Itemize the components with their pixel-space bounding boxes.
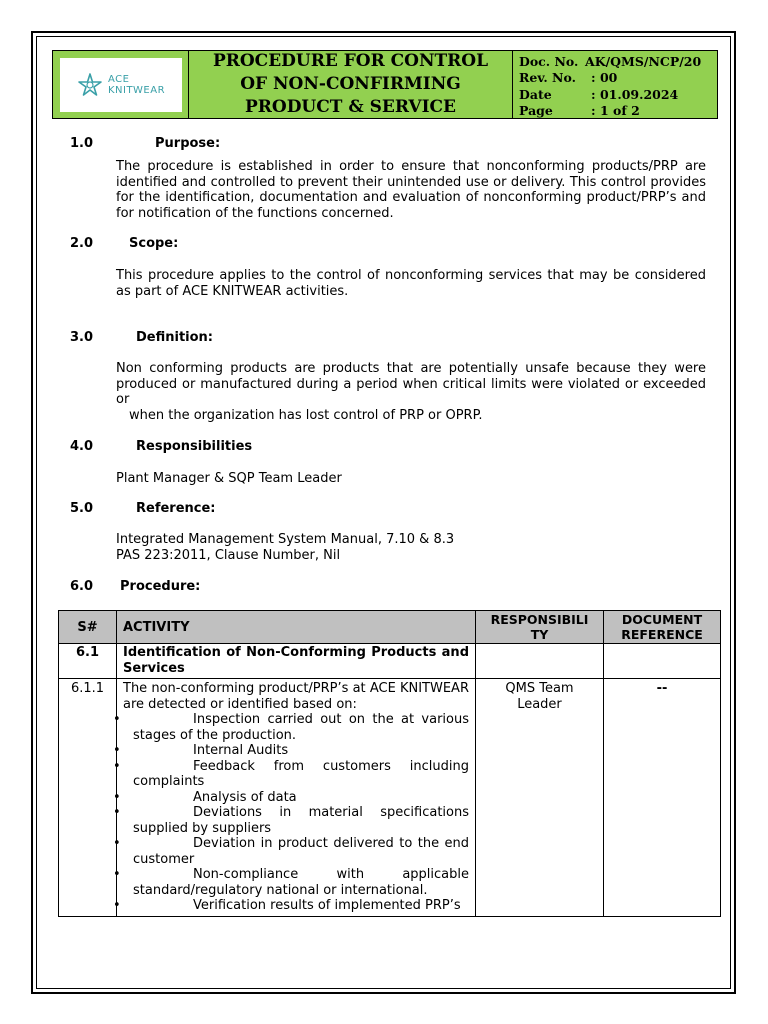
section-heading-scope: Scope: [129,236,179,251]
bullet-text: Deviation in product delivered to the end customer [133,836,469,867]
detection-bullet-list [113,712,469,914]
bullet-dot-icon: • [113,898,121,913]
bullet-dot-icon: • [113,867,121,882]
row-611-sno: 6.1.1 [59,679,117,917]
bullet-text: Deviations in material specifications supplied by suppliers [133,805,469,836]
doc-no-row [519,53,717,70]
rev-no-row [519,70,717,87]
section-number-purpose: 1.0 [70,136,94,151]
row-61-sno: 6.1 [59,644,117,679]
header-responsibility: RESPONSIBILI TY [476,611,604,644]
definition-text-2: when the organization has lost control of PRP or OPRP. [129,408,483,423]
header-sno: S# [59,611,117,644]
section-number-reference: 5.0 [70,501,94,516]
document-title [189,51,513,118]
doc-no-label: Doc. No. [519,53,579,69]
reference-line-1: Integrated Management System Manual, 7.10 & 8.3 [116,532,455,547]
table-header-row [59,611,721,644]
bullet-dot-icon: • [113,836,121,851]
page-label: Page [519,103,553,119]
bullet-text: Internal Audits [193,743,289,758]
table-row [59,644,721,679]
bullet-text: Non-compliance with applicable standard/regulatory national or international. [133,867,469,898]
header-activity: ACTIVITY [117,611,476,644]
section-number-definition: 3.0 [70,330,94,345]
star-logo-icon [76,71,104,99]
procedure-table [58,610,721,917]
title-line-1: PROCEDURE FOR CONTROL [212,51,489,71]
section-heading-purpose: Purpose: [155,136,221,151]
rev-no-value: : 00 [591,70,618,86]
table-row [59,679,721,917]
bullet-dot-icon: • [113,758,121,774]
date-row [519,86,717,103]
date-value: : 01.09.2024 [591,86,679,102]
section-heading-reference: Reference: [136,501,216,516]
reference-line-2: PAS 223:2011, Clause Number, Nil [116,548,341,563]
row-61-document [604,644,721,679]
bullet-text: Analysis of data [193,789,297,805]
rev-no-label: Rev. No. [519,70,576,86]
list-item [113,758,469,790]
title-line-3: PRODUCT & SERVICE [244,97,457,117]
list-item [113,712,469,743]
bullet-text: Inspection carried out on the at various stages of the production. [133,712,469,743]
logo-cell [53,51,189,118]
bullet-text: Verification results of implemented PRP’s [193,898,461,913]
row-611-activity [113,679,476,917]
section-number-responsibilities: 4.0 [70,439,94,454]
page-row [519,103,717,120]
bullet-dot-icon: • [113,712,121,727]
company-logo [60,58,182,112]
logo-wordmark: ACE KNITWEAR [107,73,166,96]
list-item [113,743,469,759]
section-heading-responsibilities: Responsibilities [136,439,253,454]
bullet-dot-icon: • [113,805,121,820]
date-label: Date [519,86,552,102]
row-61-activity: Identification of Non-Conforming Products and Services [117,644,476,679]
list-item [113,867,469,898]
page-value: : 1 of 2 [591,103,640,119]
section-heading-procedure: Procedure: [120,579,201,594]
row-611-document: -- [604,679,721,917]
list-item [113,898,469,914]
section-number-procedure: 6.0 [70,579,94,594]
bullet-dot-icon: • [113,789,121,805]
header-document-reference: DOCUMENT REFERENCE [604,611,721,644]
list-item [113,836,469,867]
bullet-text: Feedback from customers including complaints [133,758,469,789]
title-line-2: OF NON-CONFIRMING [240,74,461,94]
bullet-dot-icon: • [113,743,121,758]
scope-text: This procedure applies to the control of nonconforming services that may be considered as part of ACE KNITWEAR activities. [116,268,706,299]
document-header [52,50,718,119]
definition-text: Non conforming products are products that are potentially unsafe because they were produced or manufactured during a period when critical limits were violated or exceeded or [116,361,706,407]
list-item [113,805,469,836]
list-item [113,789,469,806]
section-number-scope: 2.0 [70,236,94,251]
row-61-responsibility [476,644,604,679]
purpose-text: The procedure is established in order to ensure that nonconforming products/PRP are identified and controlled to prevent their unintended use or delivery. This control provides for the identification, documentation and evaluation of nonconforming product/PRP’s and for notification of the functions concerned. [116,159,706,221]
responsibilities-text: Plant Manager & SQP Team Leader [116,471,342,486]
row-611-intro: The non-conforming product/PRP’s at ACE KNITWEAR are detected or identified based on: [123,681,469,712]
document-meta [513,51,717,118]
doc-no-value: AK/QMS/NCP/20 [585,53,702,69]
section-heading-definition: Definition: [136,330,214,345]
row-611-responsibility: QMS Team Leader [476,679,604,917]
